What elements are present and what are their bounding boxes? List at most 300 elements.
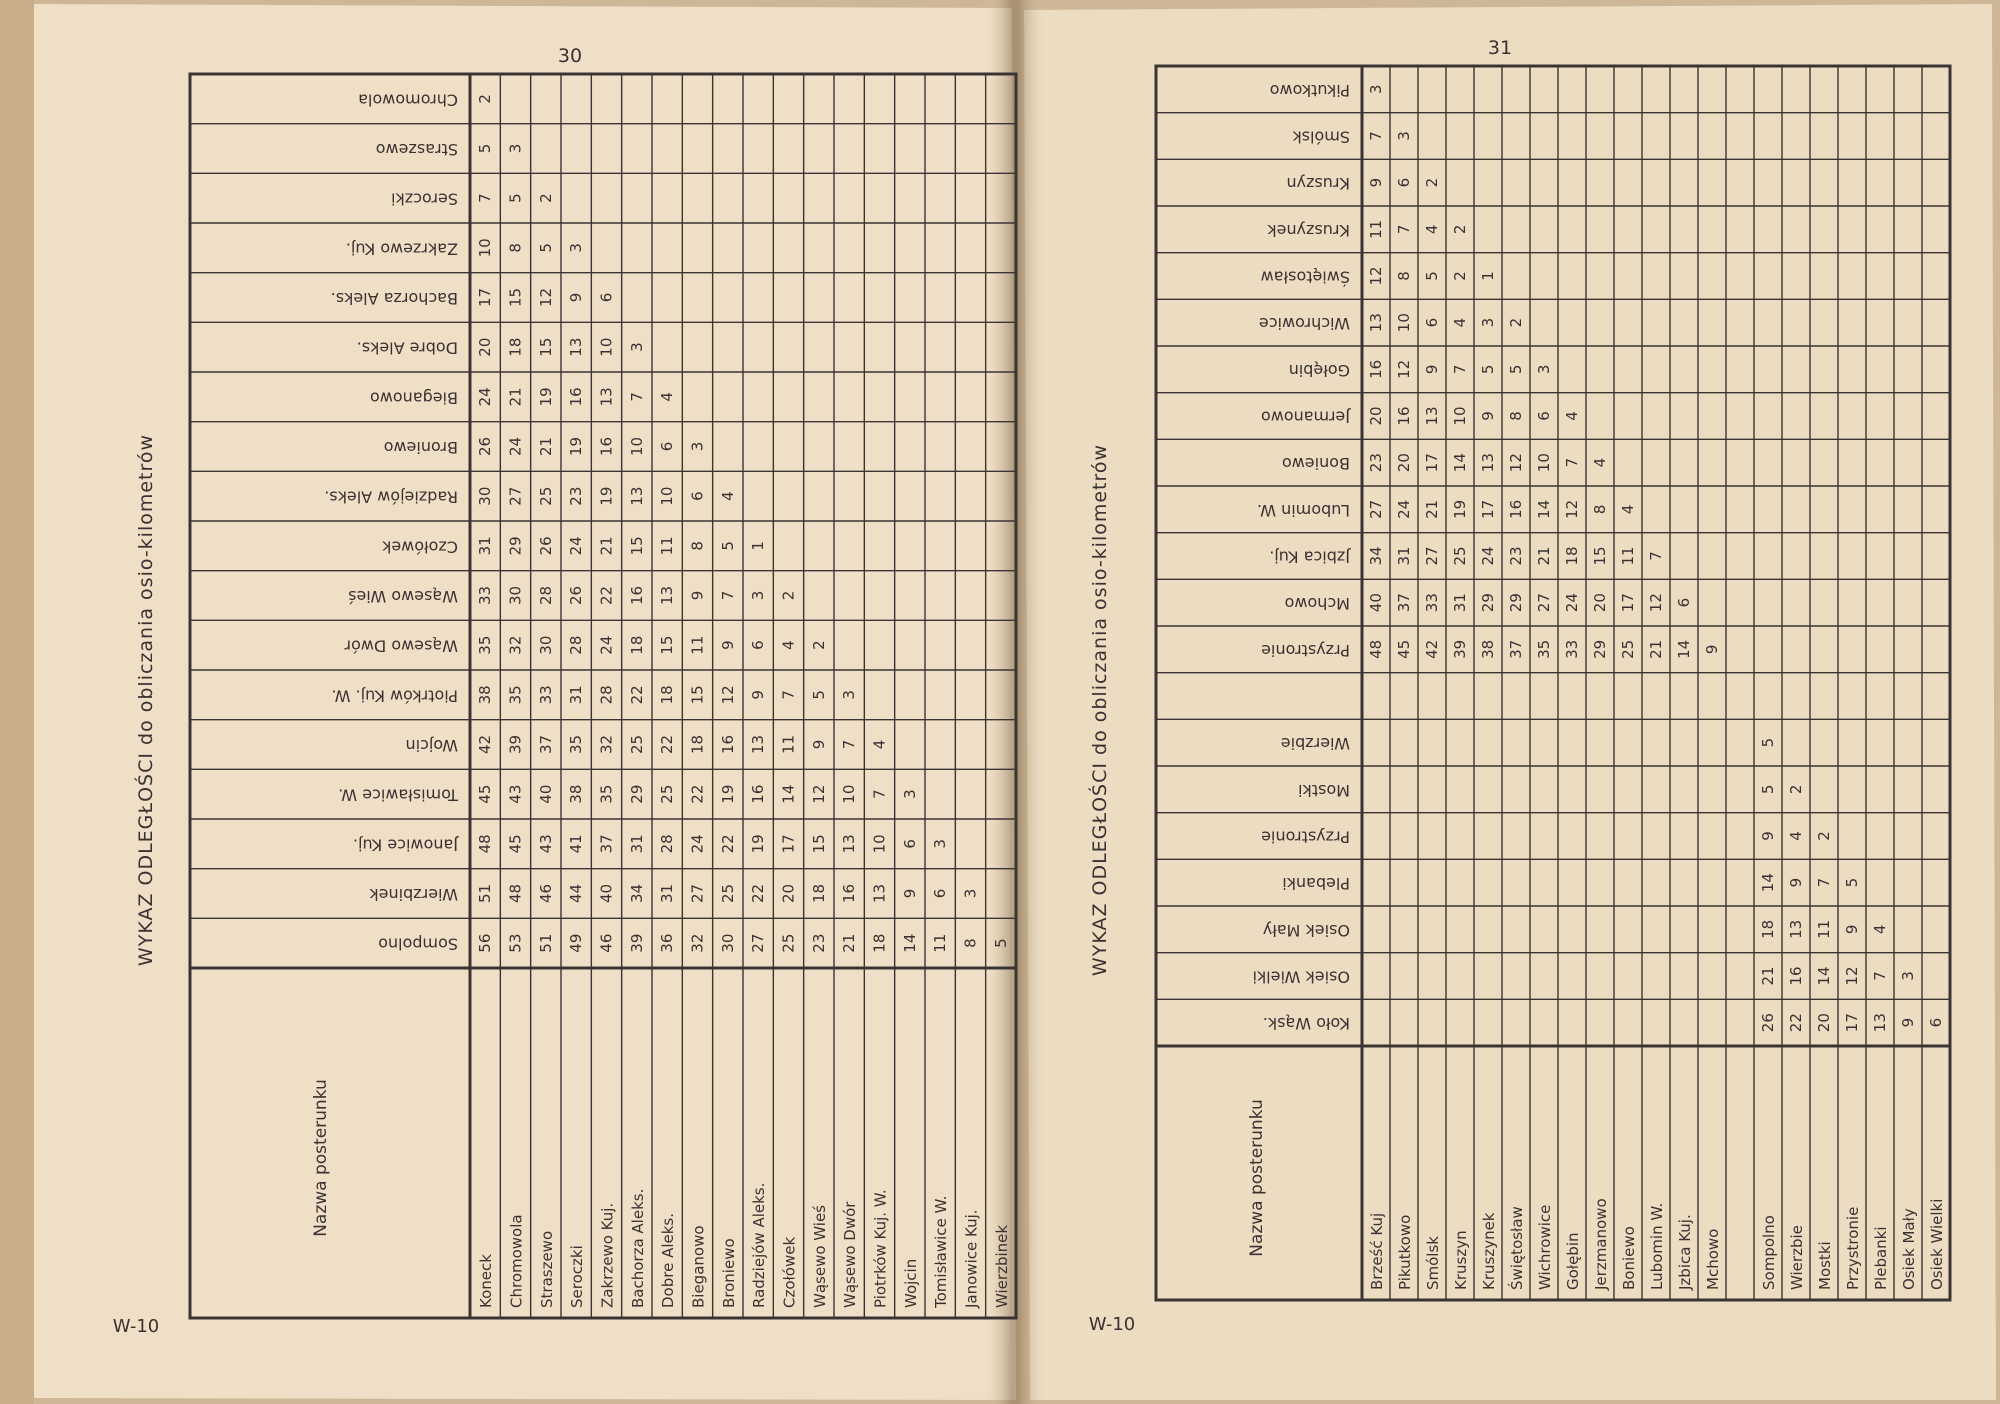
distance-value: 16 xyxy=(840,883,859,904)
distance-value: 9 xyxy=(567,292,586,303)
distance-value: 27 xyxy=(1423,546,1441,566)
distance-value: 12 xyxy=(718,685,737,705)
distance-value: 43 xyxy=(506,784,525,804)
distance-value: 11 xyxy=(658,536,677,556)
distance-value: 20 xyxy=(1591,593,1609,613)
distance-value: 3 xyxy=(931,839,950,849)
column-heading: Jzbica Kuj. xyxy=(1269,547,1350,567)
distance-value: 13 xyxy=(627,486,646,506)
station-name: Lubomin W. xyxy=(1648,1202,1666,1290)
distance-value: 1 xyxy=(749,541,768,551)
distance-value: 4 xyxy=(870,739,889,750)
column-heading: Czołówek xyxy=(382,537,458,557)
distance-value: 9 xyxy=(900,888,919,899)
distance-value: 21 xyxy=(506,387,525,407)
distance-value: 10 xyxy=(627,436,646,457)
station-name: Zakrzewo Kuj. xyxy=(598,1202,617,1308)
distance-value: 16 xyxy=(567,387,586,407)
distance-value: 22 xyxy=(688,784,707,804)
distance-value: 19 xyxy=(597,486,616,506)
distance-value: 4 xyxy=(1787,831,1805,841)
distance-value: 12 xyxy=(1843,966,1861,986)
distance-value: 10 xyxy=(870,834,889,854)
distance-value: 5 xyxy=(1759,784,1777,795)
distance-value: 35 xyxy=(567,734,586,755)
distance-value: 11 xyxy=(779,734,798,755)
distance-value: 21 xyxy=(840,933,859,953)
distance-value: 34 xyxy=(1367,546,1385,566)
distance-value: 9 xyxy=(1703,644,1721,655)
distance-value: 19 xyxy=(567,436,586,457)
station-name: Piotrków Kuj. W. xyxy=(871,1189,890,1308)
distance-value: 4 xyxy=(1451,317,1469,328)
distance-value: 21 xyxy=(1647,639,1665,659)
distance-value: 6 xyxy=(900,839,919,849)
distance-value: 18 xyxy=(1759,919,1777,939)
page-number: 31 xyxy=(1487,37,1513,59)
distance-value: 39 xyxy=(506,734,525,755)
distance-value: 9 xyxy=(1367,177,1385,188)
distance-value: 2 xyxy=(1451,224,1469,235)
distance-value: 25 xyxy=(658,784,677,804)
column-heading: Osiek Mały xyxy=(1262,920,1350,940)
distance-value: 30 xyxy=(718,933,737,953)
column-heading: Zakrzewo Kuj. xyxy=(345,239,458,259)
column-heading: Koło Wąsk. xyxy=(1262,1014,1350,1034)
distance-value: 6 xyxy=(597,292,616,303)
distance-value: 23 xyxy=(567,486,586,506)
distance-value: 43 xyxy=(536,834,555,854)
distance-value: 31 xyxy=(476,536,495,556)
distance-value: 30 xyxy=(476,486,495,506)
distance-value: 37 xyxy=(1395,593,1413,613)
distance-value: 21 xyxy=(597,536,616,556)
row-header-label: Nazwa posterunku xyxy=(311,1079,331,1237)
distance-value: 12 xyxy=(809,784,828,804)
distance-value: 7 xyxy=(476,193,495,203)
distance-value: 34 xyxy=(627,883,646,904)
column-heading: Seroczki xyxy=(391,189,458,209)
station-name: Boniewo xyxy=(1620,1226,1638,1290)
distance-value: 2 xyxy=(1815,831,1833,841)
distance-value: 27 xyxy=(1367,499,1385,519)
distance-value: 11 xyxy=(1367,219,1385,239)
distance-value: 29 xyxy=(627,784,646,804)
distance-value: 48 xyxy=(1367,639,1385,659)
distance-value: 45 xyxy=(476,784,495,804)
distance-value: 18 xyxy=(627,635,646,655)
distance-value: 23 xyxy=(1507,546,1525,566)
distance-value: 32 xyxy=(597,734,616,755)
distance-value: 16 xyxy=(718,734,737,755)
distance-value: 6 xyxy=(688,491,707,501)
distance-value: 29 xyxy=(1507,593,1525,613)
station-name: Wichrowice xyxy=(1536,1204,1554,1290)
distance-value: 5 xyxy=(718,541,737,551)
station-name: Koneck xyxy=(477,1254,496,1308)
station-name: Radziejów Aleks. xyxy=(750,1182,769,1308)
distance-value: 19 xyxy=(718,784,737,804)
distance-value: 32 xyxy=(688,933,707,953)
station-name: Straszewo xyxy=(537,1230,556,1308)
distance-value: 51 xyxy=(536,933,555,953)
distance-value: 20 xyxy=(1367,406,1385,426)
distance-value: 8 xyxy=(1507,411,1525,421)
distance-value: 31 xyxy=(627,834,646,854)
table-heading: WYKAZ ODLEGŁOŚCI do obliczania osio-kilometrów xyxy=(1089,443,1111,977)
station-name: Bieganowo xyxy=(689,1225,708,1308)
page-footer: W-10 xyxy=(112,1316,160,1337)
column-heading: Mchowo xyxy=(1284,594,1350,614)
distance-value: 9 xyxy=(688,590,707,601)
distance-value: 14 xyxy=(1675,639,1693,659)
station-name: Tomisławice W. xyxy=(932,1195,951,1308)
distance-value: 13 xyxy=(658,585,677,606)
distance-value: 18 xyxy=(809,883,828,904)
column-heading: Wojcin xyxy=(405,736,458,755)
distance-value: 3 xyxy=(506,143,525,154)
distance-value: 10 xyxy=(597,337,616,357)
distance-value: 9 xyxy=(1423,364,1441,375)
distance-value: 5 xyxy=(991,938,1010,948)
distance-value: 56 xyxy=(476,933,495,953)
distance-value: 6 xyxy=(1395,177,1413,188)
page-edge-stack xyxy=(0,0,34,1404)
distance-value: 3 xyxy=(627,342,646,352)
distance-value: 3 xyxy=(567,243,586,253)
column-heading: Wąsewo Dwór xyxy=(344,636,458,656)
distance-value: 10 xyxy=(1395,313,1413,333)
distance-value: 37 xyxy=(536,734,555,755)
distance-value: 23 xyxy=(809,933,828,953)
column-heading: Wierzbinek xyxy=(369,885,458,904)
distance-value: 24 xyxy=(597,635,616,655)
distance-value: 8 xyxy=(688,541,707,551)
distance-value: 24 xyxy=(506,436,525,457)
distance-value: 38 xyxy=(476,685,495,705)
column-heading: Mostki xyxy=(1298,780,1350,800)
distance-value: 3 xyxy=(688,441,707,452)
distance-value: 9 xyxy=(1787,877,1805,888)
distance-value: 12 xyxy=(1507,453,1525,473)
distance-value: 15 xyxy=(1591,546,1609,566)
distance-value: 18 xyxy=(1563,546,1581,566)
distance-value: 14 xyxy=(1815,966,1833,986)
distance-value: 9 xyxy=(1479,411,1497,421)
station-name: Smólsk xyxy=(1424,1236,1442,1290)
column-heading: Kruszynek xyxy=(1267,220,1350,240)
column-heading: Piotrków Kuj. W. xyxy=(331,686,458,706)
distance-value: 16 xyxy=(1367,359,1385,379)
distance-value: 5 xyxy=(1507,364,1525,375)
station-name: Czołówek xyxy=(780,1236,799,1308)
distance-value: 4 xyxy=(1871,924,1889,935)
distance-value: 17 xyxy=(1619,593,1637,613)
station-name: Jerzmanowo xyxy=(1592,1198,1610,1290)
distance-value: 7 xyxy=(779,690,798,700)
distance-value: 30 xyxy=(506,585,525,606)
distance-value: 7 xyxy=(1871,971,1889,981)
distance-value: 33 xyxy=(536,685,555,705)
distance-value: 13 xyxy=(567,337,586,357)
distance-value: 11 xyxy=(1619,546,1637,566)
station-name: Janowice Kuj. xyxy=(962,1209,981,1308)
distance-value: 49 xyxy=(567,933,586,953)
distance-value: 20 xyxy=(779,883,798,904)
distance-value: 10 xyxy=(658,486,677,506)
distance-value: 20 xyxy=(1395,453,1413,473)
distance-value: 7 xyxy=(840,739,859,750)
column-heading: Świętosław xyxy=(1260,267,1350,287)
distance-value: 14 xyxy=(1759,873,1777,893)
distance-value: 3 xyxy=(840,690,859,700)
distance-value: 11 xyxy=(688,635,707,655)
distance-value: 26 xyxy=(567,585,586,606)
column-heading: Bachorza Aleks. xyxy=(330,289,458,308)
distance-value: 9 xyxy=(809,739,828,750)
column-heading: Przystronie xyxy=(1261,827,1350,847)
distance-value: 16 xyxy=(749,784,768,804)
distance-value: 5 xyxy=(1479,364,1497,375)
row-header-label: Nazwa posterunku xyxy=(1247,1099,1267,1257)
distance-value: 37 xyxy=(597,834,616,854)
distance-value: 25 xyxy=(718,883,737,904)
station-name: Kruszynek xyxy=(1480,1212,1498,1290)
distance-value: 25 xyxy=(1451,546,1469,566)
distance-value: 30 xyxy=(536,635,555,655)
distance-value: 17 xyxy=(1479,499,1497,519)
column-heading: Pikutkowo xyxy=(1269,80,1350,100)
distance-value: 6 xyxy=(1927,1017,1945,1028)
distance-value: 7 xyxy=(1395,224,1413,235)
distance-value: 13 xyxy=(1479,453,1497,473)
distance-value: 18 xyxy=(658,685,677,705)
distance-value: 8 xyxy=(1591,504,1609,515)
distance-value: 24 xyxy=(1395,499,1413,519)
station-name: Kruszyn xyxy=(1452,1230,1470,1290)
distance-value: 7 xyxy=(627,392,646,402)
distance-value: 25 xyxy=(627,734,646,755)
right-page-paper xyxy=(1024,4,1996,1400)
distance-value: 45 xyxy=(1395,639,1413,659)
distance-value: 12 xyxy=(536,287,555,308)
column-heading: Chromowola xyxy=(358,90,458,110)
distance-value: 4 xyxy=(1563,411,1581,421)
distance-value: 21 xyxy=(1535,546,1553,566)
distance-value: 24 xyxy=(688,834,707,854)
distance-value: 8 xyxy=(1395,271,1413,281)
distance-value: 15 xyxy=(688,685,707,705)
column-heading: Wichrowice xyxy=(1258,314,1350,334)
distance-value: 21 xyxy=(1423,499,1441,519)
station-name: Jzbica Kuj. xyxy=(1676,1214,1694,1290)
distance-value: 12 xyxy=(1395,359,1413,379)
distance-value: 9 xyxy=(1759,831,1777,841)
distance-value: 22 xyxy=(658,734,677,755)
distance-value: 5 xyxy=(476,143,495,154)
distance-value: 25 xyxy=(779,933,798,953)
distance-value: 4 xyxy=(1591,457,1609,468)
distance-value: 11 xyxy=(1815,919,1833,939)
station-name: Wąsewo Dwór xyxy=(841,1201,860,1308)
station-name: Wierzbie xyxy=(1788,1225,1806,1290)
column-heading: Kruszyn xyxy=(1286,174,1350,194)
distance-value: 15 xyxy=(536,337,555,357)
station-name: Mostki xyxy=(1816,1241,1834,1290)
distance-value: 3 xyxy=(1367,84,1385,95)
distance-value: 7 xyxy=(1451,364,1469,375)
distance-value: 39 xyxy=(627,933,646,953)
distance-value: 16 xyxy=(1395,406,1413,426)
distance-value: 19 xyxy=(536,387,555,407)
distance-value: 4 xyxy=(779,640,798,650)
distance-value: 20 xyxy=(476,337,495,357)
distance-value: 3 xyxy=(1479,317,1497,328)
distance-value: 10 xyxy=(476,238,495,258)
page-footer: W-10 xyxy=(1088,1314,1136,1335)
distance-value: 19 xyxy=(749,834,768,854)
distance-value: 22 xyxy=(627,685,646,705)
column-heading: Przystronie xyxy=(1261,640,1350,660)
column-heading: Boniewo xyxy=(1281,454,1350,474)
distance-value: 3 xyxy=(1535,364,1553,375)
page-number: 30 xyxy=(557,45,583,67)
station-name: Plebanki xyxy=(1872,1226,1890,1290)
distance-value: 15 xyxy=(658,635,677,655)
distance-value: 40 xyxy=(597,883,616,904)
distance-value: 5 xyxy=(1843,877,1861,888)
column-heading: Smólsk xyxy=(1292,127,1350,147)
station-name: Mchowo xyxy=(1704,1228,1722,1290)
distance-value: 33 xyxy=(1563,639,1581,659)
distance-value: 28 xyxy=(567,635,586,655)
distance-value: 2 xyxy=(1451,271,1469,281)
distance-value: 6 xyxy=(1423,317,1441,328)
distance-value: 39 xyxy=(1451,639,1469,659)
distance-value: 21 xyxy=(1759,966,1777,986)
distance-value: 14 xyxy=(779,784,798,804)
distance-value: 17 xyxy=(1423,453,1441,473)
distance-value: 48 xyxy=(476,834,495,854)
distance-value: 25 xyxy=(1619,639,1637,659)
station-name: Bachorza Aleks. xyxy=(628,1188,647,1308)
distance-value: 14 xyxy=(1535,499,1553,519)
distance-value: 4 xyxy=(1423,224,1441,235)
distance-value: 33 xyxy=(1423,593,1441,613)
distance-value: 48 xyxy=(506,883,525,904)
station-name: Seroczki xyxy=(568,1245,587,1308)
distance-value: 31 xyxy=(1395,546,1413,566)
column-heading: Janowice Kuj. xyxy=(352,835,458,855)
distance-value: 3 xyxy=(1899,971,1917,981)
distance-value: 14 xyxy=(900,933,919,953)
distance-value: 7 xyxy=(718,590,737,601)
distance-value: 22 xyxy=(597,585,616,606)
distance-value: 3 xyxy=(900,789,919,799)
column-heading: Plebanki xyxy=(1282,874,1350,894)
distance-value: 22 xyxy=(749,883,768,904)
station-name: Wąsewo Wieś xyxy=(810,1205,829,1308)
distance-value: 2 xyxy=(536,193,555,203)
distance-value: 16 xyxy=(627,585,646,606)
distance-value: 33 xyxy=(476,585,495,606)
station-name: Wojcin xyxy=(901,1258,920,1308)
distance-value: 7 xyxy=(1563,457,1581,468)
distance-value: 7 xyxy=(1815,877,1833,888)
distance-value: 29 xyxy=(1591,639,1609,659)
distance-value: 3 xyxy=(1395,131,1413,141)
distance-value: 2 xyxy=(809,640,828,650)
distance-value: 6 xyxy=(1675,597,1693,608)
distance-value: 29 xyxy=(1479,593,1497,613)
station-name: Brześć Kuj xyxy=(1368,1212,1386,1290)
distance-value: 23 xyxy=(1367,453,1385,473)
distance-value: 7 xyxy=(1647,551,1665,561)
distance-value: 7 xyxy=(870,789,889,799)
distance-value: 2 xyxy=(779,590,798,601)
distance-value: 13 xyxy=(870,883,889,904)
distance-value: 31 xyxy=(567,685,586,705)
column-heading: Lubomin W. xyxy=(1256,500,1350,520)
distance-value: 17 xyxy=(1843,1013,1861,1033)
table-heading: WYKAZ ODLEGŁOŚCI do obliczania osio-kilometrów xyxy=(135,433,157,967)
column-heading: Wierzbie xyxy=(1280,734,1350,754)
distance-value: 16 xyxy=(1507,499,1525,519)
distance-value: 27 xyxy=(506,486,525,506)
distance-value: 5 xyxy=(536,243,555,253)
distance-value: 10 xyxy=(1535,453,1553,473)
column-heading: Jermanowo xyxy=(1260,407,1350,427)
distance-value: 6 xyxy=(749,640,768,650)
distance-value: 24 xyxy=(1563,593,1581,613)
distance-value: 27 xyxy=(749,933,768,953)
distance-value: 20 xyxy=(1815,1013,1833,1033)
station-name: Osiek Mały xyxy=(1900,1208,1918,1290)
distance-value: 5 xyxy=(506,193,525,203)
station-name: Przystronie xyxy=(1844,1206,1862,1290)
station-name: Sompolno xyxy=(1760,1215,1778,1290)
distance-value: 28 xyxy=(658,834,677,854)
distance-value: 11 xyxy=(931,933,950,953)
distance-value: 9 xyxy=(718,640,737,650)
distance-value: 28 xyxy=(536,585,555,606)
distance-value: 37 xyxy=(1507,639,1525,659)
distance-value: 5 xyxy=(809,690,828,700)
column-heading: Straszewo xyxy=(375,140,458,159)
distance-value: 4 xyxy=(718,491,737,501)
station-name: Wierzbinek xyxy=(992,1224,1011,1308)
distance-value: 6 xyxy=(931,888,950,899)
distance-value: 32 xyxy=(506,635,525,655)
distance-value: 3 xyxy=(961,888,980,899)
column-heading: Sompolno xyxy=(378,934,458,954)
distance-value: 6 xyxy=(1535,411,1553,421)
distance-value: 16 xyxy=(597,436,616,457)
distance-value: 9 xyxy=(749,690,768,700)
distance-value: 15 xyxy=(627,536,646,556)
distance-value: 13 xyxy=(1423,406,1441,426)
column-heading: Bieganowo xyxy=(369,388,458,408)
distance-value: 29 xyxy=(506,536,525,556)
column-heading: Tomisławice W. xyxy=(338,785,458,805)
distance-value: 27 xyxy=(688,883,707,904)
distance-value: 26 xyxy=(536,536,555,556)
distance-value: 4 xyxy=(658,392,677,402)
distance-value: 5 xyxy=(1759,737,1777,748)
distance-value: 24 xyxy=(567,536,586,556)
distance-value: 16 xyxy=(1787,966,1805,986)
distance-value: 17 xyxy=(779,834,798,854)
